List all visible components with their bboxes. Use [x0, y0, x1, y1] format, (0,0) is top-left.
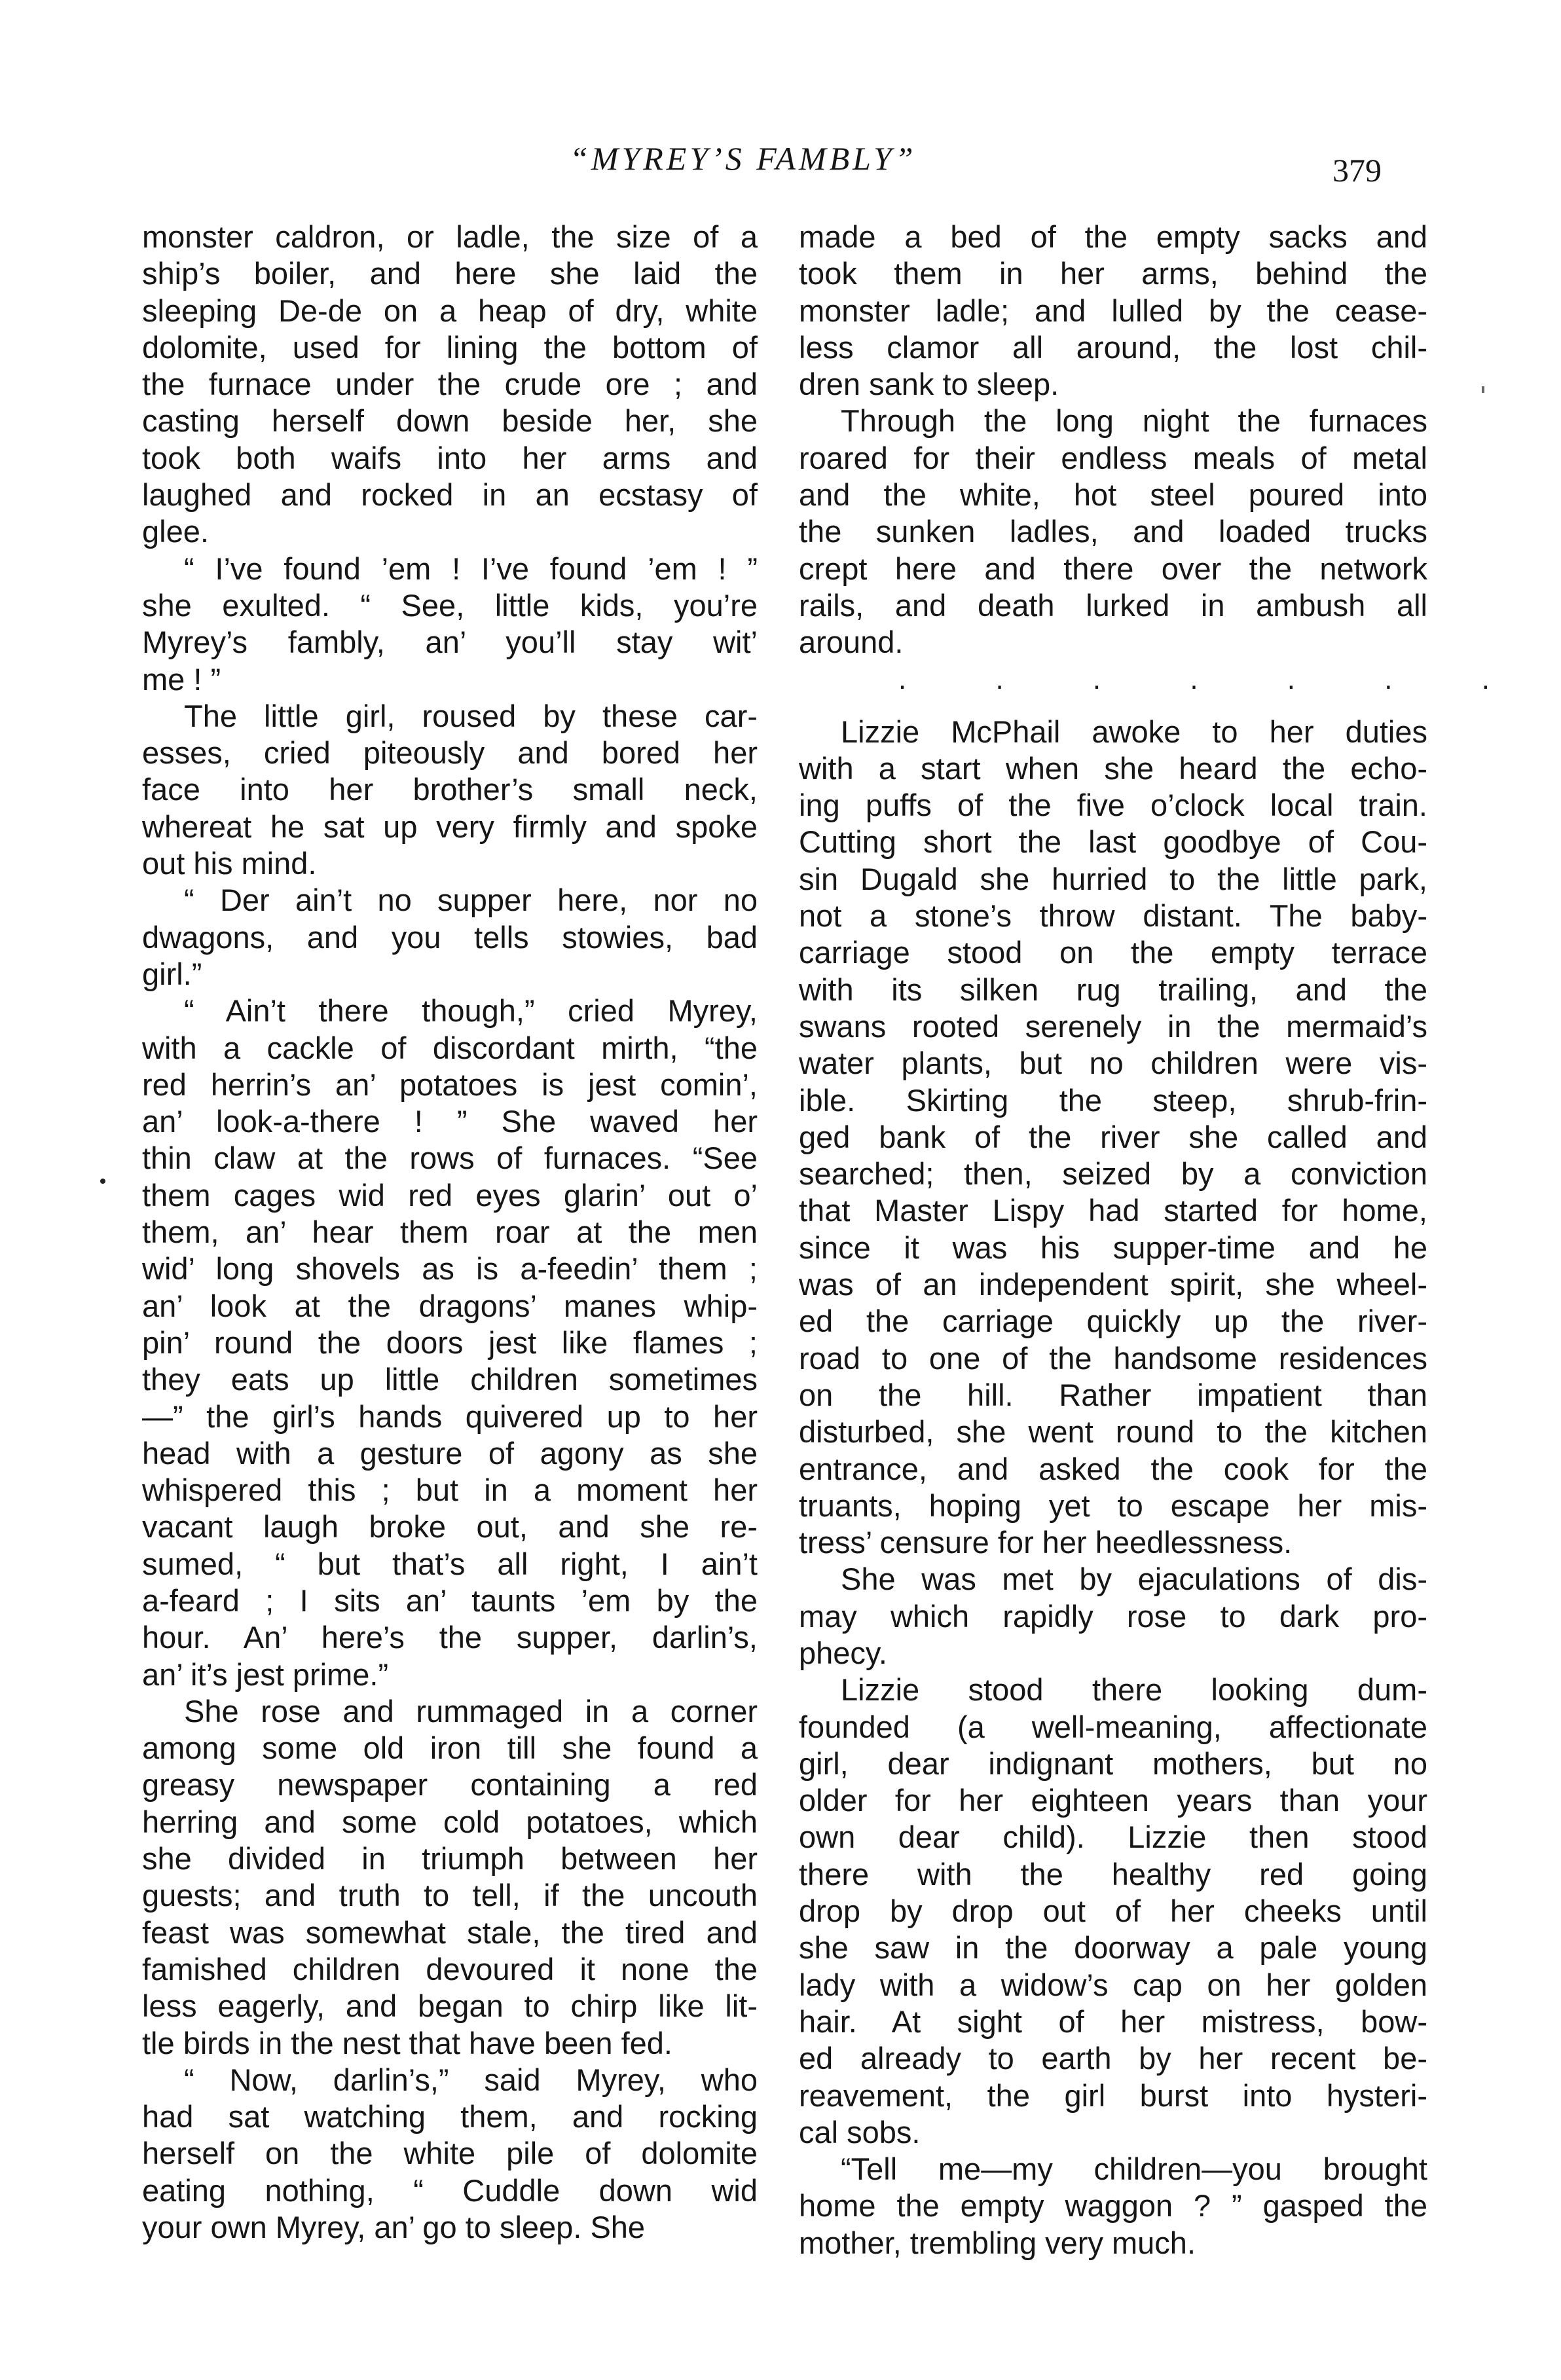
text-line: “ I’ve found ’em ! I’ve found ’em ! ” [184, 551, 758, 586]
text-line: monster caldron, or ladle, the size of a [142, 219, 758, 254]
text-line: Through the long night the furnaces [841, 403, 1427, 439]
text-line: “ Now, darlin’s,” said Myrey, who [184, 2062, 758, 2097]
text-line: lady with a widow’s cap on her golden [799, 1967, 1427, 2002]
text-line: took them in her arms, behind the [799, 256, 1427, 291]
stray-ink-mark [1482, 386, 1484, 393]
text-line: the sunken ladles, and loaded trucks [799, 514, 1427, 549]
text-line: casting herself down beside her, she [142, 403, 758, 439]
text-line: on the hill. Rather impatient than [799, 1377, 1427, 1412]
text-line: reavement, the girl burst into hysteri- [799, 2078, 1427, 2113]
text-line: was of an independent spirit, she wheel- [799, 1267, 1427, 1302]
text-line: since it was his supper-time and he [799, 1230, 1427, 1265]
paragraph [142, 993, 758, 1693]
text-line: an’ it’s jest prime.” [142, 1657, 389, 1692]
text-line: less clamor all around, the lost chil- [799, 329, 1427, 365]
text-line: may which rapidly rose to dark pro- [799, 1598, 1427, 1634]
text-line: herring and some cold potatoes, which [142, 1804, 758, 1839]
text-line: they eats up little children sometimes [142, 1362, 758, 1397]
text-line: tress’ censure for her heedlessness. [799, 1525, 1293, 1560]
text-line: and the white, hot steel poured into [799, 477, 1427, 513]
paragraph [799, 2151, 1427, 2261]
text-line: The little girl, roused by these car- [184, 698, 758, 733]
paragraph [799, 219, 1427, 403]
text-line: red herrin’s an’ potatoes is jest comin’, [142, 1067, 758, 1102]
text-line: —” the girl’s hands quivered up to her [142, 1399, 758, 1434]
text-line: whispered this ; but in a moment her [142, 1473, 758, 1508]
text-line: dwagons, and you tells stowies, bad [142, 919, 758, 955]
text-line: dolomite, used for lining the bottom of [142, 329, 758, 365]
text-line: an’ look at the dragons’ manes whip- [142, 1288, 758, 1323]
text-line: entrance, and asked the cook for the [799, 1451, 1427, 1486]
text-line: she saw in the doorway a pale young [799, 1930, 1427, 1966]
text-line: Myrey’s fambly, an’ you’ll stay wit’ [142, 625, 758, 660]
text-line: the furnace under the crude ore ; and [142, 367, 758, 402]
text-line: sin Dugald she hurried to the little park, [799, 861, 1427, 896]
paragraph [799, 1561, 1427, 1672]
text-line: head with a gesture of agony as she [142, 1435, 758, 1471]
text-line: “Tell me—my children—you brought [841, 2151, 1427, 2187]
text-line: swans rooted serenely in the mermaid’s [799, 1008, 1427, 1044]
paragraph [799, 714, 1427, 1562]
paragraph [142, 882, 758, 993]
text-line: roared for their endless meals of metal [799, 440, 1427, 475]
text-line: me ! ” [142, 661, 221, 697]
text-line: thin claw at the rows of furnaces. “See [142, 1141, 758, 1176]
text-line: eating nothing, “ Cuddle down wid [142, 2172, 758, 2208]
text-line: took both waifs into her arms and [142, 440, 758, 475]
text-line: disturbed, she went round to the kitchen [799, 1414, 1427, 1450]
text-line: greasy newspaper containing a red [142, 1767, 758, 1803]
text-line: an’ look-a-there ! ” She waved her [142, 1104, 758, 1139]
left-column [142, 219, 758, 2246]
text-line: with its silken rug trailing, and the [799, 972, 1427, 1007]
text-line: cal sobs. [799, 2114, 921, 2150]
text-line: less eagerly, and began to chirp like lit- [142, 1988, 758, 2024]
text-line: sumed, “ but that’s all right, I ain’t [142, 1546, 758, 1581]
text-line: around. [799, 625, 904, 660]
text-line: tle birds in the nest that have been fed. [142, 2025, 672, 2060]
text-line: founded (a well-meaning, affectionate [799, 1709, 1427, 1744]
text-line: She rose and rummaged in a corner [184, 1693, 758, 1729]
text-line: “ Der ain’t no supper here, nor no [184, 883, 758, 918]
text-line: phecy. [799, 1635, 887, 1670]
text-line: face into her brother’s small neck, [142, 772, 758, 807]
text-line: road to one of the handsome residences [799, 1340, 1427, 1376]
text-line: famished children devoured it none the [142, 1951, 758, 1986]
text-line: glee. [142, 514, 209, 549]
text-line: herself on the white pile of dolomite [142, 2136, 758, 2171]
text-line: ed already to earth by her recent be- [799, 2041, 1427, 2076]
text-line: “ Ain’t there though,” cried Myrey, [184, 993, 758, 1029]
text-line: vacant laugh broke out, and she re- [142, 1509, 758, 1545]
text-line: rails, and death lurked in ambush all [799, 587, 1427, 623]
text-line: ged bank of the river she called and [799, 1119, 1427, 1154]
paragraph [142, 698, 758, 882]
text-line: She was met by ejaculations of dis- [841, 1562, 1427, 1597]
text-line: hour. An’ here’s the supper, darlin’s, [142, 1620, 758, 1655]
text-line: not a stone’s throw distant. The baby- [799, 898, 1427, 934]
page-number: 379 [1332, 152, 1382, 189]
text-line: had sat watching them, and rocking [142, 2099, 758, 2134]
text-line: pin’ round the doors jest like flames ; [142, 1325, 758, 1360]
text-line: sleeping De-de on a heap of dry, white [142, 293, 758, 328]
text-line: among some old iron till she found a [142, 1730, 758, 1766]
text-line: out his mind. [142, 846, 317, 881]
section-break: . . . . . . . [898, 663, 1530, 695]
text-line: guests; and truth to tell, if the uncouth [142, 1878, 758, 1913]
text-line: your own Myrey, an’ go to sleep. She [142, 2210, 646, 2245]
text-line: feast was somewhat stale, the tired and [142, 1914, 758, 1950]
text-line: esses, cried piteously and bored her [142, 735, 758, 771]
text-line: ship’s boiler, and here she laid the [142, 256, 758, 291]
paragraph [799, 1672, 1427, 2151]
paragraph [142, 551, 758, 698]
right-column [799, 219, 1530, 2261]
text-line: with a cackle of discordant mirth, “the [142, 1030, 758, 1065]
text-line: truants, hoping yet to escape her mis- [799, 1488, 1427, 1523]
text-line: laughed and rocked in an ecstasy of [142, 477, 758, 513]
running-head: “MYREY’S FAMBLY” [570, 140, 917, 177]
text-line: Lizzie McPhail awoke to her duties [841, 714, 1427, 749]
text-line: a-feard ; I sits an’ taunts ’em by the [142, 1583, 758, 1618]
text-line: crept here and there over the network [799, 551, 1427, 586]
text-line: ible. Skirting the steep, shrub-frin- [799, 1082, 1427, 1118]
text-line: them, an’ hear them roar at the men [142, 1215, 758, 1250]
text-line: Lizzie stood there looking dum- [841, 1672, 1427, 1708]
text-line: water plants, but no children were vis- [799, 1046, 1427, 1081]
paragraph [142, 1693, 758, 2062]
text-line: mother, trembling very much. [799, 2225, 1196, 2260]
text-line: girl.” [142, 956, 202, 991]
text-line: ing puffs of the five o’clock local train. [799, 788, 1427, 823]
text-line: searched; then, seized by a conviction [799, 1156, 1427, 1192]
text-line: whereat he sat up very firmly and spoke [142, 809, 758, 844]
text-line: with a start when she heard the echo- [799, 750, 1427, 786]
text-line: monster ladle; and lulled by the cease- [799, 293, 1427, 328]
text-line: she exulted. “ See, little kids, you’re [142, 587, 758, 623]
text-line: drop by drop out of her cheeks until [799, 1894, 1427, 1929]
text-line: older for her eighteen years than your [799, 1783, 1427, 1818]
text-line: hair. At sight of her mistress, bow- [799, 2004, 1427, 2039]
text-line: there with the healthy red going [799, 1856, 1427, 1892]
text-line: wid’ long shovels as is a-feedin’ them ; [142, 1251, 758, 1287]
paragraph [142, 219, 758, 551]
text-line: home the empty waggon ? ” gasped the [799, 2188, 1427, 2224]
text-line: ed the carriage quickly up the river- [799, 1304, 1427, 1339]
text-line: dren sank to sleep. [799, 367, 1059, 402]
text-line: that Master Lispy had started for home, [799, 1193, 1427, 1228]
text-line: made a bed of the empty sacks and [799, 219, 1427, 254]
text-line: carriage stood on the empty terrace [799, 935, 1427, 970]
text-line: she divided in triumph between her [142, 1841, 758, 1877]
text-line: Cutting short the last goodbye of Cou- [799, 824, 1427, 860]
stray-ink-dot [100, 1179, 105, 1184]
paragraph [142, 2062, 758, 2246]
paragraph [799, 403, 1427, 661]
text-line: own dear child). Lizzie then stood [799, 1820, 1427, 1855]
text-line: them cages wid red eyes glarin’ out o’ [142, 1177, 758, 1213]
text-line: girl, dear indignant mothers, but no [799, 1746, 1427, 1781]
